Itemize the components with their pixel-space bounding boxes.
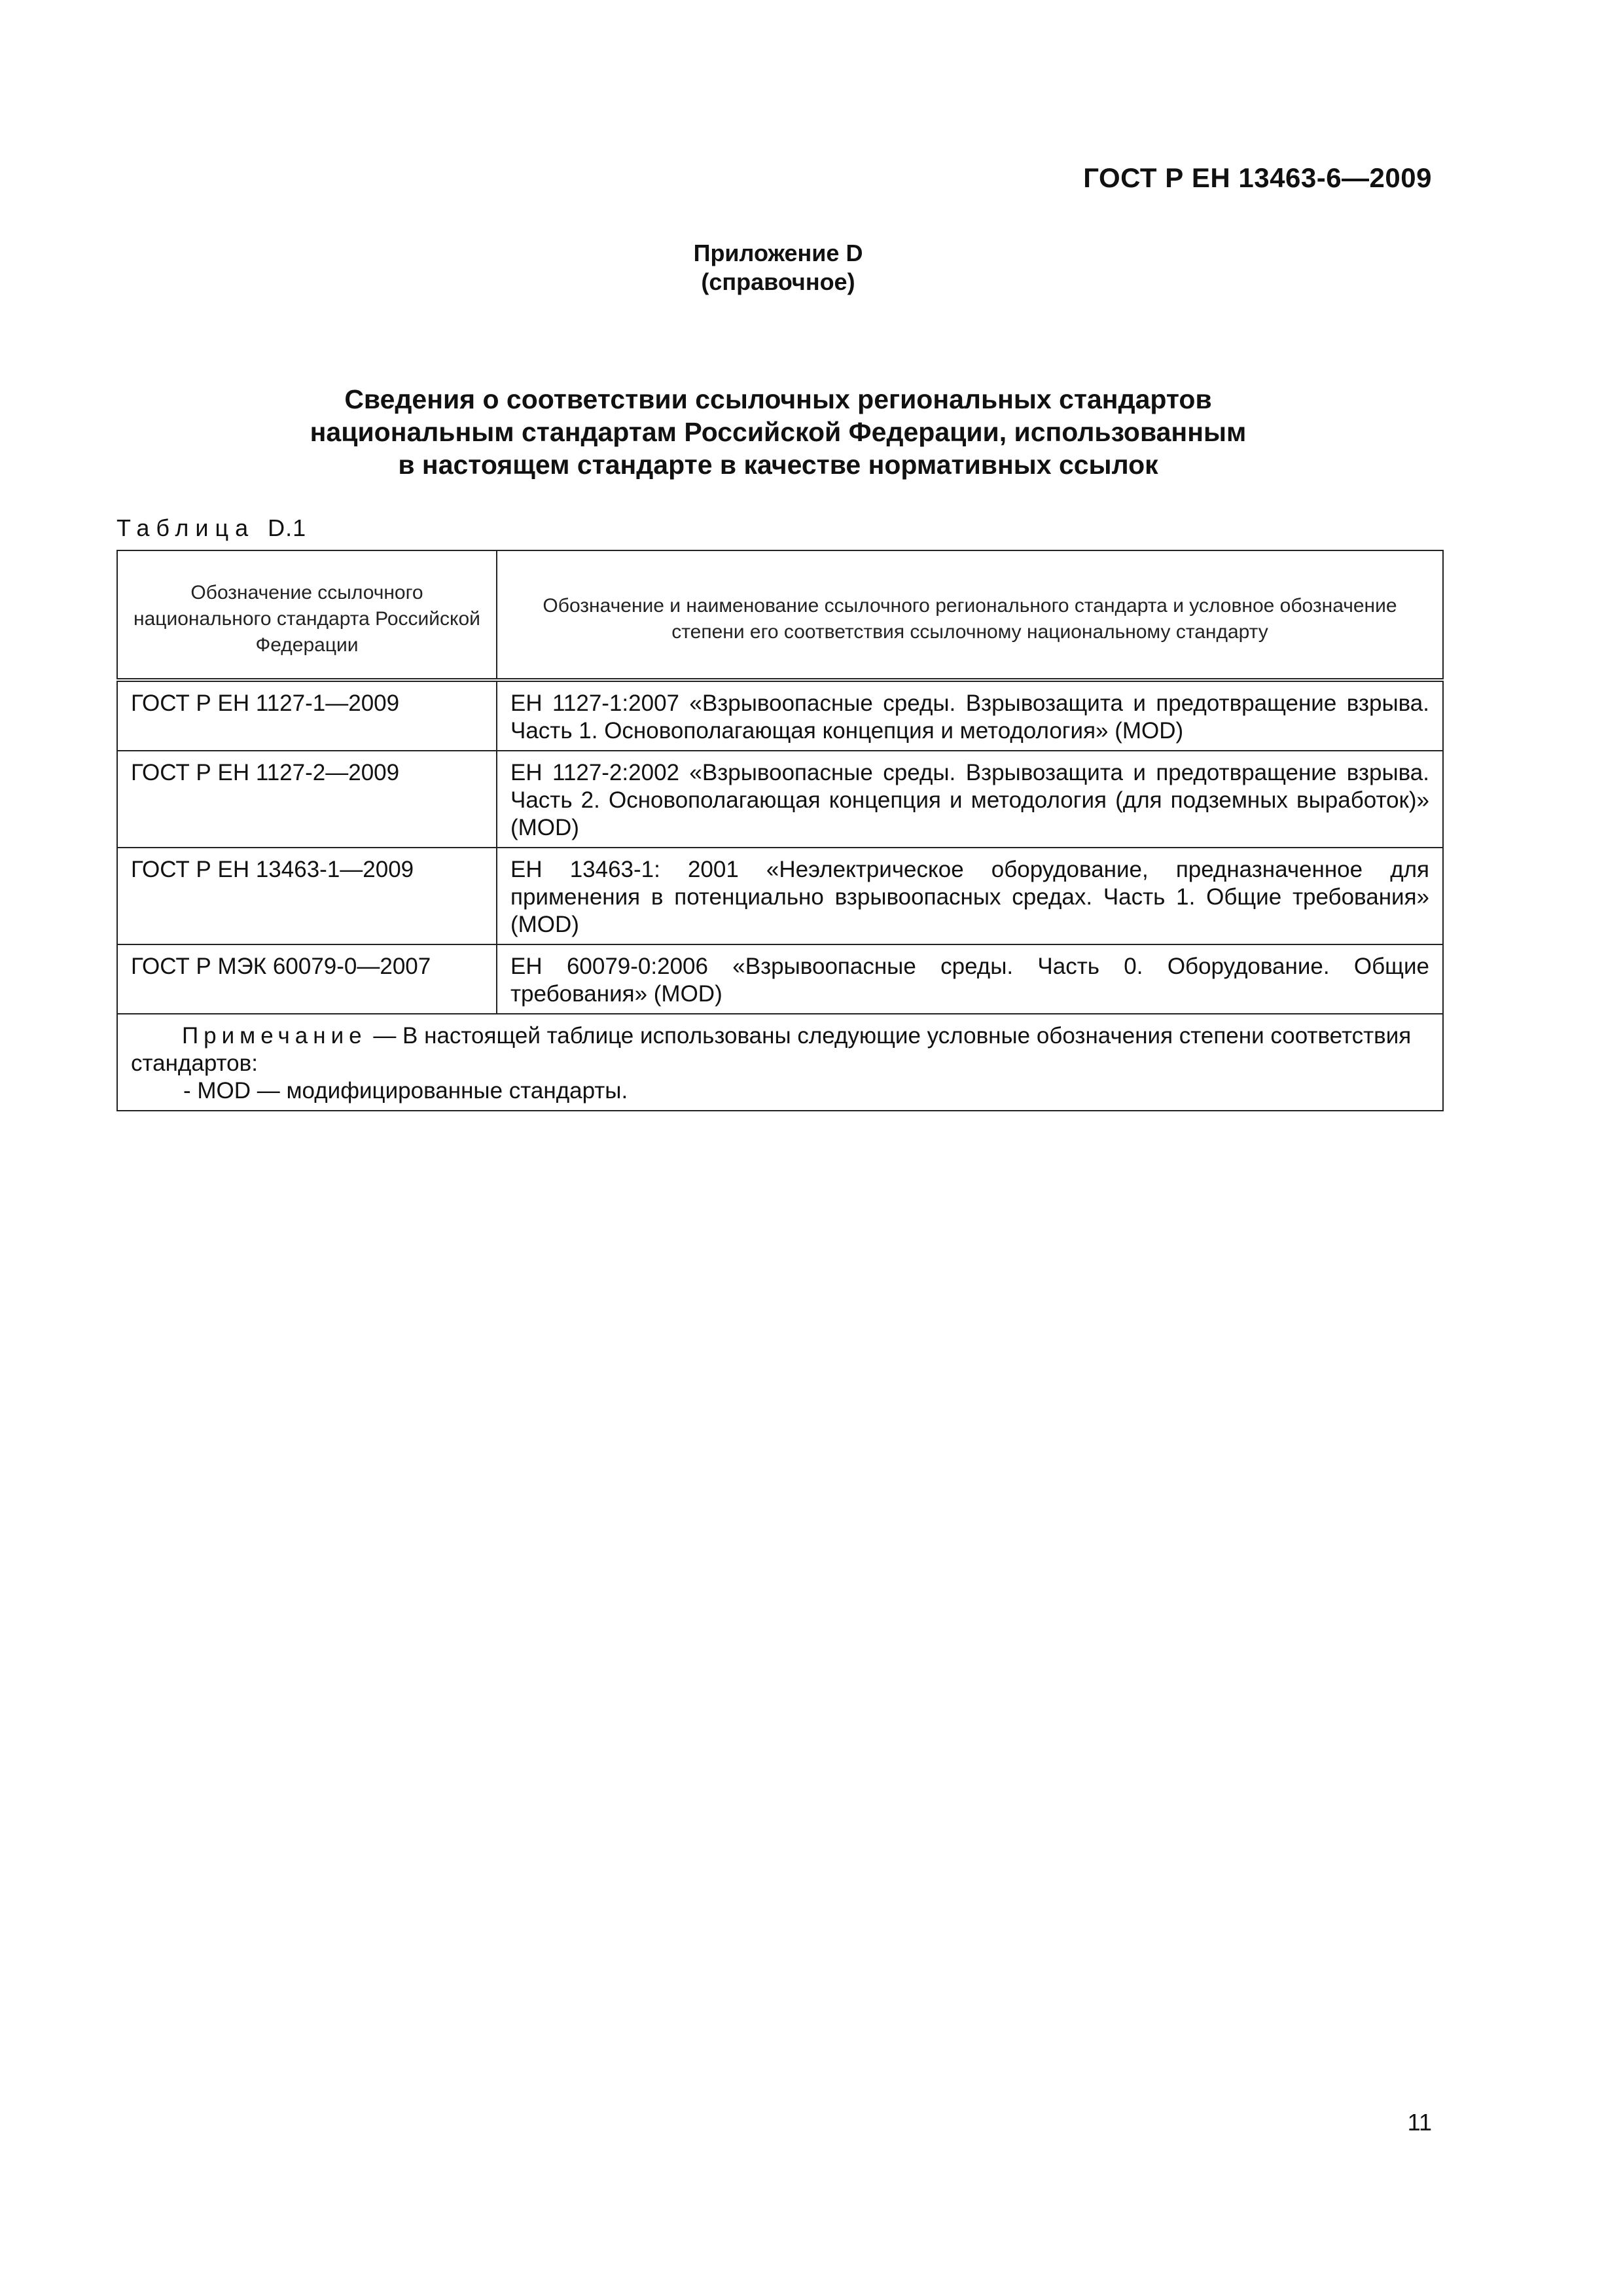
table-row (117, 751, 1443, 848)
cell-national: ГОСТ Р ЕН 1127-1—2009 (117, 680, 497, 751)
header-national-standard: Обозначение ссылочного национального стандарта Российской Федерации (117, 550, 497, 680)
note-label: Примечание (182, 1023, 367, 1049)
note-text: — В настоящей таблице использованы следующие условные обозначения степени соответствия стандартов: (131, 1023, 1412, 1076)
cell-regional: ЕН 13463-1: 2001 «Неэлектрическое оборудование, предназначенное для применения в потенциально взрывоопасных средах. Часть 1. Общие требования» (MOD) (497, 848, 1443, 944)
table-caption (116, 514, 306, 542)
cell-regional: ЕН 1127-2:2002 «Взрывоопасные среды. Взрывозащита и предотвращение взрыва. Часть 2. Основополагающая концепция и методология (для подземных выработок)» (MOD) (497, 751, 1443, 848)
note-paragraph (131, 1022, 1429, 1077)
document-code: ГОСТ Р ЕН 13463-6—2009 (1083, 162, 1432, 193)
table-row (117, 848, 1443, 944)
table-row (117, 944, 1443, 1014)
cell-national: ГОСТ Р МЭК 60079-0—2007 (117, 944, 497, 1014)
table-note (117, 1014, 1443, 1111)
appendix-type: (справочное) (701, 268, 855, 295)
table-note-row (117, 1014, 1443, 1111)
cell-national: ГОСТ Р ЕН 1127-2—2009 (117, 751, 497, 848)
appendix-heading (0, 239, 1556, 296)
note-list-item: - MOD — модифицированные стандарты. (183, 1078, 628, 1103)
page-number: 11 (1407, 2109, 1432, 2136)
table-caption-label: Таблица (116, 514, 255, 541)
cell-national: ГОСТ Р ЕН 13463-1—2009 (117, 848, 497, 944)
cell-regional: ЕН 60079-0:2006 «Взрывоопасные среды. Часть 0. Оборудование. Общие требования» (MOD) (497, 944, 1443, 1014)
section-title (0, 383, 1556, 481)
table-header-row (117, 550, 1443, 680)
table-caption-number: D.1 (268, 514, 307, 541)
title-line-2: национальным стандартам Российской Федерации, использованным (310, 417, 1247, 447)
reference-table (116, 550, 1444, 1111)
cell-regional: ЕН 1127-1:2007 «Взрывоопасные среды. Взрывозащита и предотвращение взрыва. Часть 1. Основополагающая концепция и методология» (MOD) (497, 680, 1443, 751)
appendix-label: Приложение D (693, 240, 863, 266)
title-line-3: в настоящем стандарте в качестве нормативных ссылок (398, 450, 1158, 480)
header-regional-standard: Обозначение и наименование ссылочного регионального стандарта и условное обозначение степени его соответствия ссылочному национальному стандарту (497, 550, 1443, 680)
table-row (117, 680, 1443, 751)
title-line-1: Сведения о соответствии ссылочных региональных стандартов (344, 384, 1212, 414)
